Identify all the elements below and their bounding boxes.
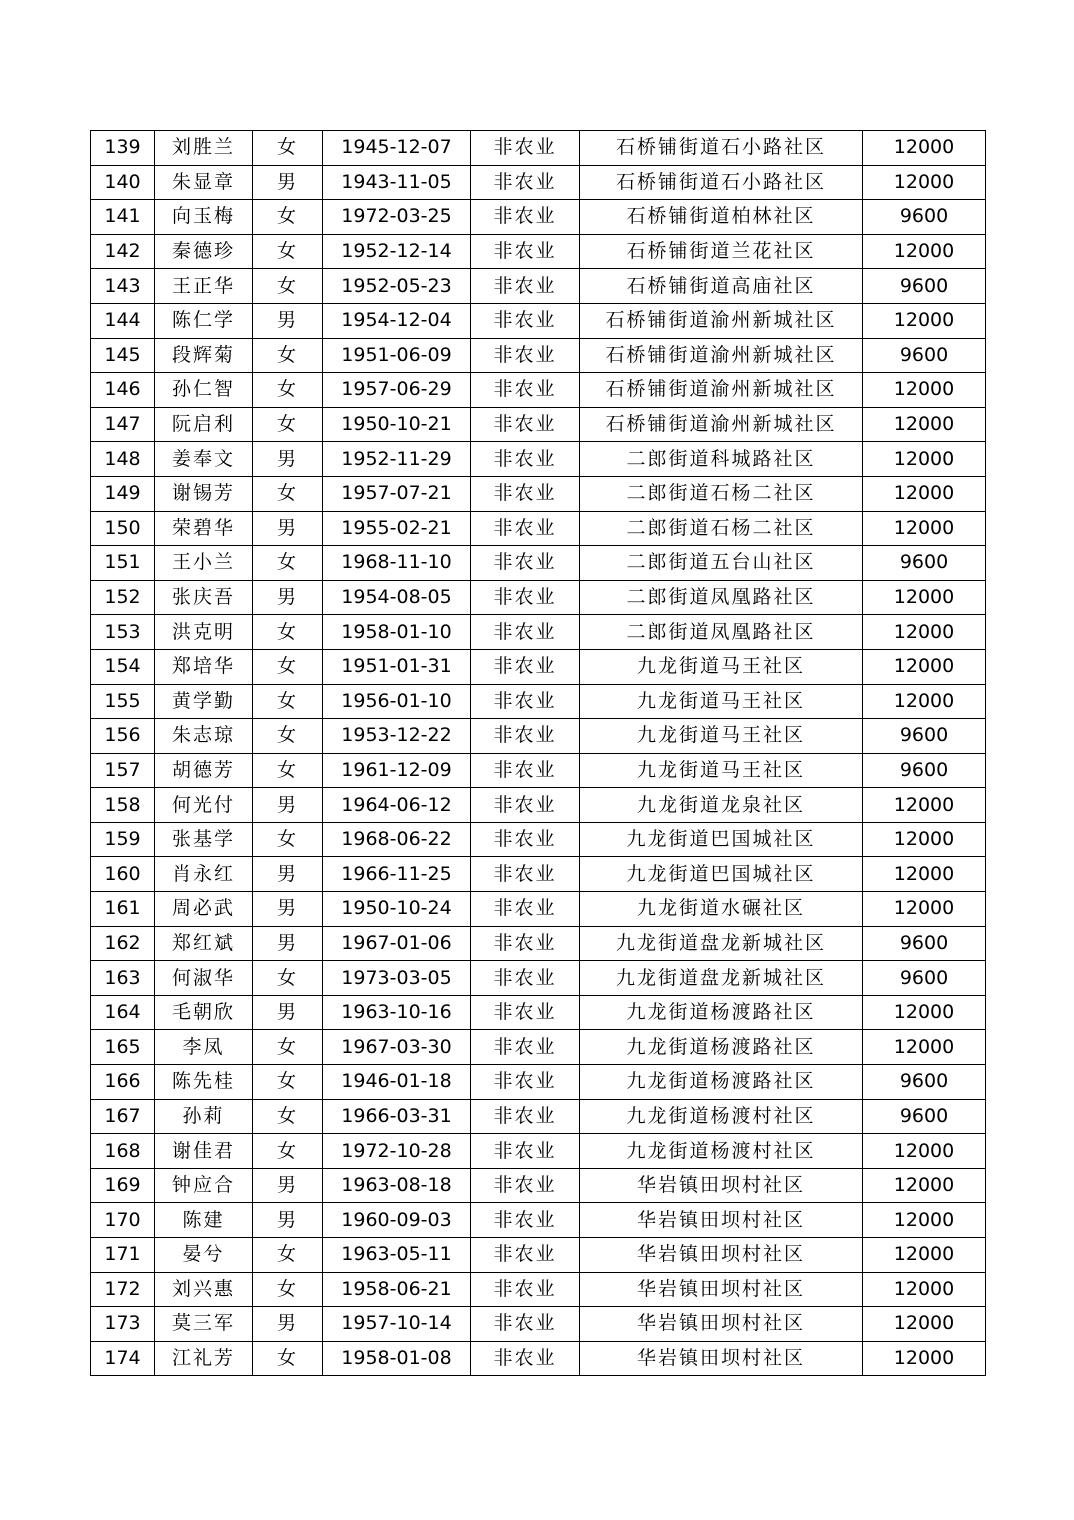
cell-serial-number: 151 <box>91 546 155 581</box>
cell-gender: 女 <box>253 1030 323 1065</box>
cell-household-type: 非农业 <box>471 1065 580 1100</box>
cell-serial-number: 167 <box>91 1099 155 1134</box>
table-row <box>91 1065 986 1100</box>
cell-community: 九龙街道巴国城社区 <box>580 822 863 857</box>
cell-household-type: 非农业 <box>471 1341 580 1376</box>
cell-gender: 女 <box>253 546 323 581</box>
cell-serial-number: 169 <box>91 1168 155 1203</box>
cell-household-type: 非农业 <box>471 1099 580 1134</box>
table-row <box>91 407 986 442</box>
cell-gender: 男 <box>253 995 323 1030</box>
cell-serial-number: 155 <box>91 684 155 719</box>
table-row <box>91 753 986 788</box>
cell-birth-date: 1955-02-21 <box>323 511 471 546</box>
cell-name: 肖永红 <box>155 857 253 892</box>
cell-amount: 12000 <box>863 649 986 684</box>
cell-community: 石桥铺街道石小路社区 <box>580 131 863 166</box>
cell-gender: 男 <box>253 1168 323 1203</box>
cell-household-type: 非农业 <box>471 788 580 823</box>
cell-gender: 男 <box>253 580 323 615</box>
cell-serial-number: 139 <box>91 131 155 166</box>
cell-name: 晏兮 <box>155 1238 253 1273</box>
cell-household-type: 非农业 <box>471 131 580 166</box>
cell-community: 九龙街道杨渡路社区 <box>580 1065 863 1100</box>
cell-amount: 9600 <box>863 753 986 788</box>
cell-amount: 12000 <box>863 615 986 650</box>
table-row <box>91 719 986 754</box>
cell-household-type: 非农业 <box>471 1134 580 1169</box>
cell-birth-date: 1967-03-30 <box>323 1030 471 1065</box>
cell-gender: 女 <box>253 615 323 650</box>
table-row <box>91 1203 986 1238</box>
cell-gender: 男 <box>253 857 323 892</box>
table-row <box>91 995 986 1030</box>
cell-name: 何淑华 <box>155 961 253 996</box>
cell-community: 九龙街道杨渡村社区 <box>580 1134 863 1169</box>
cell-name: 张庆吾 <box>155 580 253 615</box>
cell-gender: 女 <box>253 1238 323 1273</box>
cell-amount: 9600 <box>863 200 986 235</box>
cell-household-type: 非农业 <box>471 1307 580 1342</box>
cell-community: 二郎街道石杨二社区 <box>580 476 863 511</box>
cell-serial-number: 140 <box>91 165 155 200</box>
cell-community: 九龙街道杨渡路社区 <box>580 995 863 1030</box>
cell-birth-date: 1954-12-04 <box>323 303 471 338</box>
table-row <box>91 822 986 857</box>
cell-amount: 12000 <box>863 511 986 546</box>
cell-name: 朱显章 <box>155 165 253 200</box>
record-table <box>90 130 986 1376</box>
cell-amount: 9600 <box>863 1099 986 1134</box>
cell-birth-date: 1958-06-21 <box>323 1272 471 1307</box>
cell-name: 段辉菊 <box>155 338 253 373</box>
table-row <box>91 200 986 235</box>
table-row <box>91 476 986 511</box>
cell-gender: 女 <box>253 649 323 684</box>
cell-serial-number: 147 <box>91 407 155 442</box>
cell-serial-number: 145 <box>91 338 155 373</box>
cell-household-type: 非农业 <box>471 338 580 373</box>
cell-amount: 9600 <box>863 1065 986 1100</box>
cell-community: 石桥铺街道渝州新城社区 <box>580 303 863 338</box>
cell-serial-number: 153 <box>91 615 155 650</box>
cell-household-type: 非农业 <box>471 961 580 996</box>
cell-amount: 12000 <box>863 1238 986 1273</box>
cell-birth-date: 1951-06-09 <box>323 338 471 373</box>
cell-gender: 女 <box>253 269 323 304</box>
cell-amount: 12000 <box>863 407 986 442</box>
cell-community: 石桥铺街道兰花社区 <box>580 234 863 269</box>
cell-name: 阮启利 <box>155 407 253 442</box>
cell-gender: 女 <box>253 1272 323 1307</box>
cell-amount: 12000 <box>863 131 986 166</box>
table-body <box>91 131 986 1376</box>
cell-serial-number: 160 <box>91 857 155 892</box>
cell-amount: 12000 <box>863 1203 986 1238</box>
cell-amount: 12000 <box>863 442 986 477</box>
cell-amount: 12000 <box>863 995 986 1030</box>
cell-gender: 女 <box>253 684 323 719</box>
table-row <box>91 649 986 684</box>
cell-amount: 12000 <box>863 788 986 823</box>
cell-name: 向玉梅 <box>155 200 253 235</box>
cell-birth-date: 1968-11-10 <box>323 546 471 581</box>
cell-household-type: 非农业 <box>471 303 580 338</box>
cell-birth-date: 1952-12-14 <box>323 234 471 269</box>
cell-name: 谢锡芳 <box>155 476 253 511</box>
cell-amount: 9600 <box>863 926 986 961</box>
table-row <box>91 546 986 581</box>
cell-serial-number: 144 <box>91 303 155 338</box>
cell-birth-date: 1967-01-06 <box>323 926 471 961</box>
cell-household-type: 非农业 <box>471 476 580 511</box>
cell-community: 九龙街道杨渡村社区 <box>580 1099 863 1134</box>
cell-community: 华岩镇田坝村社区 <box>580 1203 863 1238</box>
cell-community: 二郎街道石杨二社区 <box>580 511 863 546</box>
cell-community: 石桥铺街道渝州新城社区 <box>580 338 863 373</box>
cell-gender: 男 <box>253 1203 323 1238</box>
cell-amount: 9600 <box>863 719 986 754</box>
cell-birth-date: 1951-01-31 <box>323 649 471 684</box>
cell-birth-date: 1968-06-22 <box>323 822 471 857</box>
cell-household-type: 非农业 <box>471 234 580 269</box>
cell-birth-date: 1963-10-16 <box>323 995 471 1030</box>
cell-name: 张基学 <box>155 822 253 857</box>
cell-gender: 女 <box>253 234 323 269</box>
cell-household-type: 非农业 <box>471 580 580 615</box>
cell-name: 姜奉文 <box>155 442 253 477</box>
table-row <box>91 1307 986 1342</box>
cell-household-type: 非农业 <box>471 200 580 235</box>
cell-birth-date: 1946-01-18 <box>323 1065 471 1100</box>
cell-household-type: 非农业 <box>471 753 580 788</box>
cell-amount: 12000 <box>863 373 986 408</box>
cell-community: 二郎街道科城路社区 <box>580 442 863 477</box>
table-row <box>91 131 986 166</box>
cell-name: 江礼芳 <box>155 1341 253 1376</box>
cell-community: 华岩镇田坝村社区 <box>580 1341 863 1376</box>
cell-serial-number: 162 <box>91 926 155 961</box>
cell-name: 秦德珍 <box>155 234 253 269</box>
cell-household-type: 非农业 <box>471 442 580 477</box>
cell-amount: 12000 <box>863 1030 986 1065</box>
table-row <box>91 511 986 546</box>
cell-community: 二郎街道凤凰路社区 <box>580 580 863 615</box>
cell-serial-number: 143 <box>91 269 155 304</box>
cell-birth-date: 1966-11-25 <box>323 857 471 892</box>
cell-household-type: 非农业 <box>471 1030 580 1065</box>
cell-name: 莫三军 <box>155 1307 253 1342</box>
table-row <box>91 615 986 650</box>
cell-community: 石桥铺街道渝州新城社区 <box>580 373 863 408</box>
cell-gender: 女 <box>253 131 323 166</box>
cell-name: 钟应合 <box>155 1168 253 1203</box>
cell-birth-date: 1953-12-22 <box>323 719 471 754</box>
cell-serial-number: 152 <box>91 580 155 615</box>
cell-name: 胡德芳 <box>155 753 253 788</box>
cell-amount: 12000 <box>863 1307 986 1342</box>
cell-amount: 12000 <box>863 1168 986 1203</box>
cell-community: 石桥铺街道高庙社区 <box>580 269 863 304</box>
cell-birth-date: 1972-10-28 <box>323 1134 471 1169</box>
cell-serial-number: 171 <box>91 1238 155 1273</box>
cell-serial-number: 159 <box>91 822 155 857</box>
cell-name: 黄学勤 <box>155 684 253 719</box>
cell-name: 周必武 <box>155 892 253 927</box>
cell-gender: 男 <box>253 442 323 477</box>
cell-gender: 男 <box>253 788 323 823</box>
cell-gender: 女 <box>253 961 323 996</box>
cell-gender: 女 <box>253 373 323 408</box>
cell-community: 华岩镇田坝村社区 <box>580 1307 863 1342</box>
cell-gender: 女 <box>253 1341 323 1376</box>
cell-household-type: 非农业 <box>471 165 580 200</box>
cell-amount: 12000 <box>863 165 986 200</box>
cell-household-type: 非农业 <box>471 926 580 961</box>
cell-birth-date: 1950-10-21 <box>323 407 471 442</box>
cell-community: 九龙街道马王社区 <box>580 649 863 684</box>
cell-name: 孙莉 <box>155 1099 253 1134</box>
cell-serial-number: 146 <box>91 373 155 408</box>
cell-name: 王正华 <box>155 269 253 304</box>
cell-birth-date: 1957-06-29 <box>323 373 471 408</box>
cell-gender: 男 <box>253 1307 323 1342</box>
cell-birth-date: 1950-10-24 <box>323 892 471 927</box>
cell-name: 荣碧华 <box>155 511 253 546</box>
table-row <box>91 684 986 719</box>
cell-birth-date: 1966-03-31 <box>323 1099 471 1134</box>
cell-household-type: 非农业 <box>471 407 580 442</box>
table-row <box>91 338 986 373</box>
cell-amount: 12000 <box>863 822 986 857</box>
cell-name: 朱志琼 <box>155 719 253 754</box>
table-row <box>91 373 986 408</box>
cell-household-type: 非农业 <box>471 1272 580 1307</box>
table-row <box>91 234 986 269</box>
cell-serial-number: 163 <box>91 961 155 996</box>
cell-serial-number: 161 <box>91 892 155 927</box>
cell-amount: 9600 <box>863 961 986 996</box>
cell-gender: 女 <box>253 338 323 373</box>
cell-household-type: 非农业 <box>471 511 580 546</box>
cell-community: 二郎街道凤凰路社区 <box>580 615 863 650</box>
cell-community: 华岩镇田坝村社区 <box>580 1272 863 1307</box>
table-row <box>91 442 986 477</box>
cell-gender: 男 <box>253 926 323 961</box>
cell-name: 毛朝欣 <box>155 995 253 1030</box>
cell-amount: 12000 <box>863 684 986 719</box>
cell-name: 刘胜兰 <box>155 131 253 166</box>
cell-gender: 男 <box>253 511 323 546</box>
cell-community: 华岩镇田坝村社区 <box>580 1168 863 1203</box>
cell-household-type: 非农业 <box>471 1238 580 1273</box>
cell-serial-number: 172 <box>91 1272 155 1307</box>
cell-community: 九龙街道盘龙新城社区 <box>580 961 863 996</box>
cell-amount: 9600 <box>863 269 986 304</box>
cell-household-type: 非农业 <box>471 546 580 581</box>
cell-name: 李凤 <box>155 1030 253 1065</box>
cell-serial-number: 174 <box>91 1341 155 1376</box>
cell-household-type: 非农业 <box>471 892 580 927</box>
cell-serial-number: 141 <box>91 200 155 235</box>
cell-gender: 女 <box>253 753 323 788</box>
cell-birth-date: 1960-09-03 <box>323 1203 471 1238</box>
cell-household-type: 非农业 <box>471 822 580 857</box>
cell-serial-number: 157 <box>91 753 155 788</box>
cell-community: 九龙街道马王社区 <box>580 719 863 754</box>
cell-community: 九龙街道龙泉社区 <box>580 788 863 823</box>
cell-household-type: 非农业 <box>471 373 580 408</box>
cell-community: 石桥铺街道石小路社区 <box>580 165 863 200</box>
cell-name: 陈建 <box>155 1203 253 1238</box>
cell-serial-number: 170 <box>91 1203 155 1238</box>
table-row <box>91 580 986 615</box>
cell-birth-date: 1963-05-11 <box>323 1238 471 1273</box>
table-row <box>91 961 986 996</box>
cell-community: 九龙街道水碾社区 <box>580 892 863 927</box>
cell-community: 九龙街道杨渡路社区 <box>580 1030 863 1065</box>
cell-birth-date: 1954-08-05 <box>323 580 471 615</box>
cell-household-type: 非农业 <box>471 649 580 684</box>
cell-serial-number: 154 <box>91 649 155 684</box>
cell-household-type: 非农业 <box>471 615 580 650</box>
cell-birth-date: 1958-01-10 <box>323 615 471 650</box>
cell-birth-date: 1957-07-21 <box>323 476 471 511</box>
cell-gender: 男 <box>253 303 323 338</box>
cell-name: 王小兰 <box>155 546 253 581</box>
cell-gender: 女 <box>253 719 323 754</box>
cell-amount: 12000 <box>863 1341 986 1376</box>
cell-birth-date: 1961-12-09 <box>323 753 471 788</box>
cell-gender: 女 <box>253 200 323 235</box>
cell-amount: 9600 <box>863 546 986 581</box>
cell-gender: 女 <box>253 1099 323 1134</box>
cell-community: 二郎街道五台山社区 <box>580 546 863 581</box>
table-row <box>91 1099 986 1134</box>
cell-community: 九龙街道盘龙新城社区 <box>580 926 863 961</box>
cell-name: 刘兴惠 <box>155 1272 253 1307</box>
cell-serial-number: 142 <box>91 234 155 269</box>
cell-serial-number: 173 <box>91 1307 155 1342</box>
cell-community: 九龙街道巴国城社区 <box>580 857 863 892</box>
table-row <box>91 1341 986 1376</box>
table-row <box>91 269 986 304</box>
cell-serial-number: 158 <box>91 788 155 823</box>
cell-community: 九龙街道马王社区 <box>580 684 863 719</box>
table-row <box>91 926 986 961</box>
cell-birth-date: 1952-11-29 <box>323 442 471 477</box>
cell-serial-number: 164 <box>91 995 155 1030</box>
cell-serial-number: 148 <box>91 442 155 477</box>
cell-birth-date: 1943-11-05 <box>323 165 471 200</box>
cell-amount: 12000 <box>863 857 986 892</box>
cell-gender: 女 <box>253 1134 323 1169</box>
cell-community: 石桥铺街道渝州新城社区 <box>580 407 863 442</box>
cell-gender: 女 <box>253 1065 323 1100</box>
cell-name: 洪克明 <box>155 615 253 650</box>
cell-amount: 12000 <box>863 234 986 269</box>
cell-serial-number: 168 <box>91 1134 155 1169</box>
cell-birth-date: 1945-12-07 <box>323 131 471 166</box>
cell-community: 石桥铺街道柏林社区 <box>580 200 863 235</box>
cell-community: 九龙街道马王社区 <box>580 753 863 788</box>
cell-name: 谢佳君 <box>155 1134 253 1169</box>
cell-amount: 12000 <box>863 476 986 511</box>
cell-serial-number: 149 <box>91 476 155 511</box>
table-row <box>91 892 986 927</box>
table-row <box>91 165 986 200</box>
cell-birth-date: 1957-10-14 <box>323 1307 471 1342</box>
cell-gender: 女 <box>253 822 323 857</box>
table-row <box>91 857 986 892</box>
cell-gender: 女 <box>253 407 323 442</box>
cell-name: 陈先桂 <box>155 1065 253 1100</box>
cell-name: 孙仁智 <box>155 373 253 408</box>
table-row <box>91 1238 986 1273</box>
table-row <box>91 788 986 823</box>
cell-household-type: 非农业 <box>471 1203 580 1238</box>
cell-name: 何光付 <box>155 788 253 823</box>
cell-birth-date: 1972-03-25 <box>323 200 471 235</box>
table-row <box>91 303 986 338</box>
table-row <box>91 1134 986 1169</box>
cell-amount: 9600 <box>863 338 986 373</box>
cell-birth-date: 1952-05-23 <box>323 269 471 304</box>
cell-serial-number: 150 <box>91 511 155 546</box>
cell-household-type: 非农业 <box>471 857 580 892</box>
table-row <box>91 1272 986 1307</box>
cell-amount: 12000 <box>863 1134 986 1169</box>
cell-household-type: 非农业 <box>471 995 580 1030</box>
cell-gender: 女 <box>253 476 323 511</box>
cell-birth-date: 1956-01-10 <box>323 684 471 719</box>
cell-household-type: 非农业 <box>471 684 580 719</box>
cell-household-type: 非农业 <box>471 1168 580 1203</box>
cell-gender: 男 <box>253 892 323 927</box>
cell-amount: 12000 <box>863 580 986 615</box>
cell-birth-date: 1973-03-05 <box>323 961 471 996</box>
cell-birth-date: 1963-08-18 <box>323 1168 471 1203</box>
cell-name: 陈仁学 <box>155 303 253 338</box>
cell-amount: 12000 <box>863 1272 986 1307</box>
table-row <box>91 1030 986 1065</box>
cell-name: 郑培华 <box>155 649 253 684</box>
cell-birth-date: 1958-01-08 <box>323 1341 471 1376</box>
cell-amount: 12000 <box>863 892 986 927</box>
cell-name: 郑红斌 <box>155 926 253 961</box>
cell-serial-number: 166 <box>91 1065 155 1100</box>
cell-household-type: 非农业 <box>471 719 580 754</box>
cell-serial-number: 156 <box>91 719 155 754</box>
cell-serial-number: 165 <box>91 1030 155 1065</box>
cell-amount: 12000 <box>863 303 986 338</box>
cell-household-type: 非农业 <box>471 269 580 304</box>
cell-community: 华岩镇田坝村社区 <box>580 1238 863 1273</box>
cell-birth-date: 1964-06-12 <box>323 788 471 823</box>
table-row <box>91 1168 986 1203</box>
cell-gender: 男 <box>253 165 323 200</box>
